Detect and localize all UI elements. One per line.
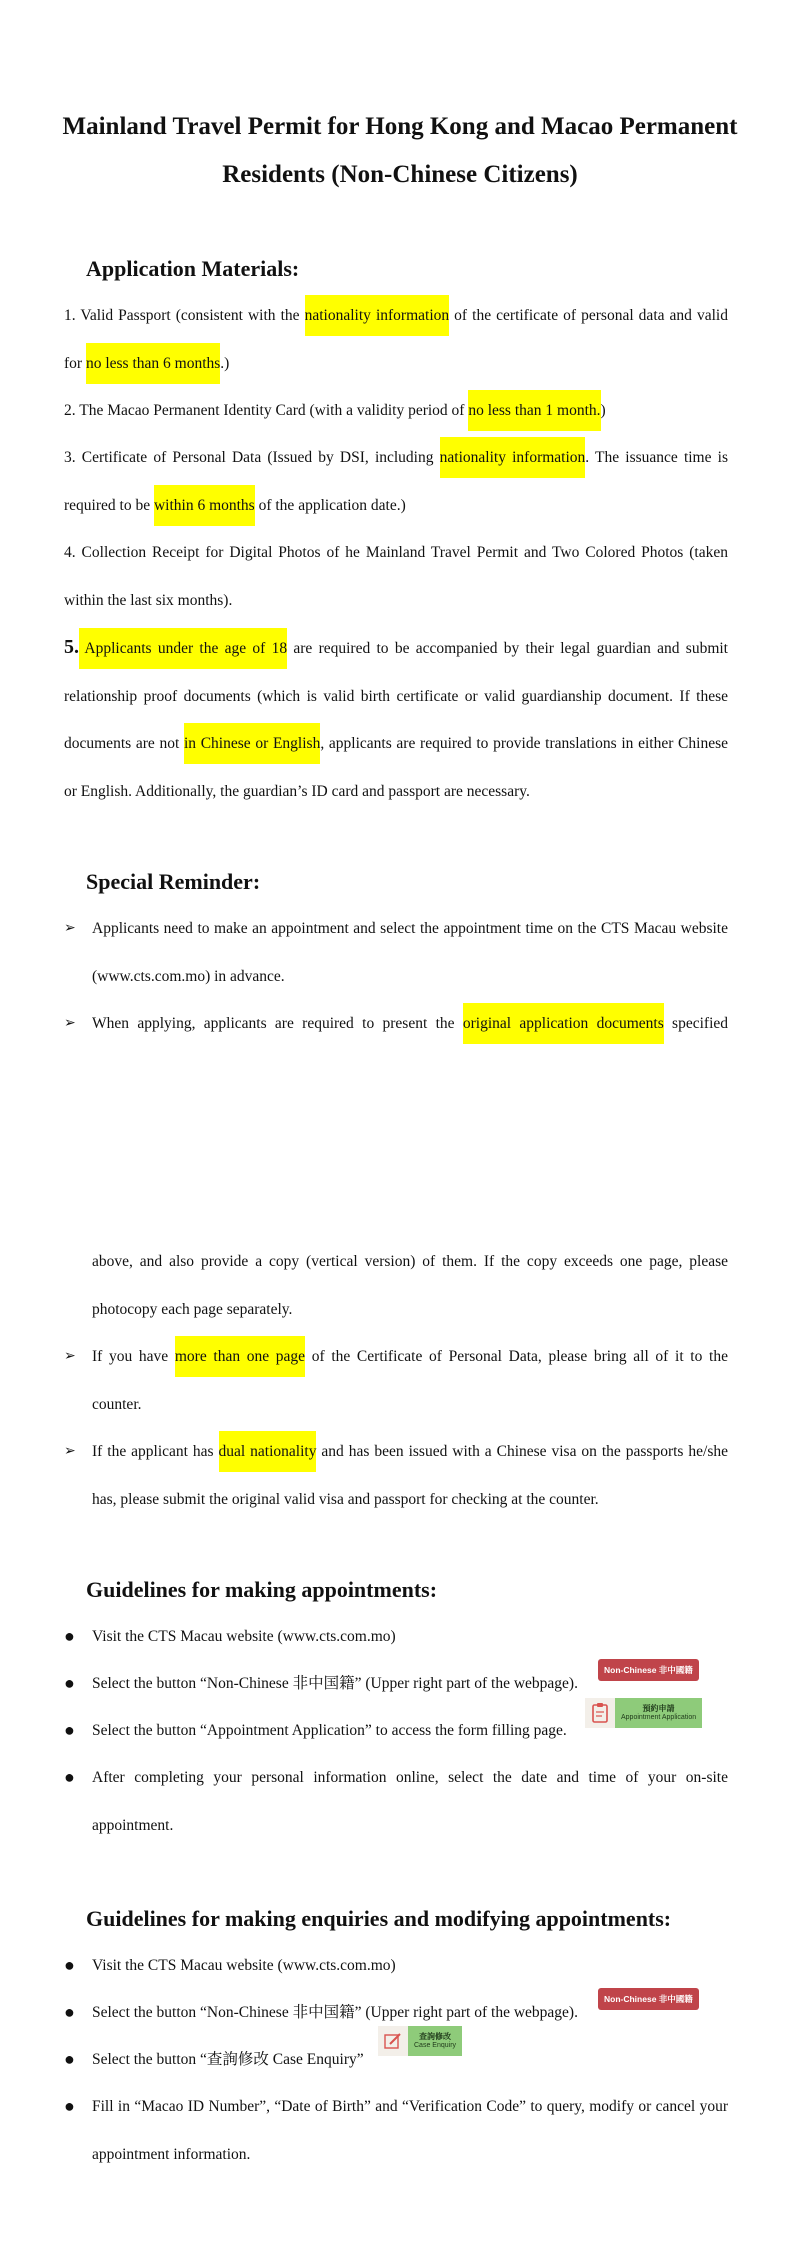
arrow-bullet-icon: ➢ xyxy=(64,1443,76,1459)
edit-pencil-icon xyxy=(378,2026,408,2056)
arrow-bullet-icon: ➢ xyxy=(64,1015,76,1031)
highlight: nationality information xyxy=(440,437,586,478)
highlight: more than one page xyxy=(175,1336,305,1377)
bullet-icon: ● xyxy=(64,2096,75,2116)
non-chinese-button-image: Non-Chinese 非中國籍 xyxy=(598,1659,699,1681)
reminder-item-2: ➢ When applying, applicants are required to present the original application documents specified xyxy=(64,1000,728,1048)
title-line-1: Mainland Travel Permit for Hong Kong and Macao Permanent xyxy=(62,113,738,140)
title-line-2: Residents (Non-Chinese Citizens) xyxy=(222,161,578,188)
enquiry-step-2: ● Select the button “Non-Chinese 非中国籍” (Upper right part of the webpage). xyxy=(64,1989,728,2037)
bullet-icon: ● xyxy=(64,1955,75,1975)
appointment-step-1: ● Visit the CTS Macau website (www.cts.com.mo) xyxy=(64,1613,728,1661)
case-enquiry-button-image: 查詢修改 Case Enquiry xyxy=(378,2026,462,2056)
highlight: no less than 1 month. xyxy=(468,390,600,431)
highlight: nationality information xyxy=(305,295,450,336)
highlight: original application documents xyxy=(463,1003,664,1044)
document-title xyxy=(40,103,760,199)
bullet-icon: ● xyxy=(64,1767,75,1787)
non-chinese-button-image: Non-Chinese 非中國籍 xyxy=(598,1988,699,2010)
bullet-icon: ● xyxy=(64,2002,75,2022)
bullet-icon: ● xyxy=(64,2049,75,2069)
bullet-icon: ● xyxy=(64,1626,75,1646)
appointment-step-4: ● After completing your personal information online, select the date and time of your on-site appointment. xyxy=(64,1754,728,1849)
highlight: in Chinese or English xyxy=(184,723,320,764)
appointment-step-3: ● Select the button “Appointment Application” to access the form filling page. xyxy=(64,1707,728,1755)
material-item-1: 1. Valid Passport (consistent with the nationality information of the certificate of personal data and valid for no less than 6 months.) xyxy=(64,292,728,387)
reminder-item-3: ➢ If you have more than one page of the Certificate of Personal Data, please bring all of it to the counter. xyxy=(64,1333,728,1428)
material-item-2: 2. The Macao Permanent Identity Card (with a validity period of no less than 1 month.) xyxy=(64,387,728,435)
highlight: within 6 months xyxy=(154,485,255,526)
arrow-bullet-icon: ➢ xyxy=(64,920,76,936)
highlight: Applicants under the age of 18 xyxy=(79,628,287,669)
enquiry-step-3: ● Select the button “查詢修改 Case Enquiry” xyxy=(64,2036,728,2084)
appointments-heading: Guidelines for making appointments: xyxy=(86,1577,438,1602)
reminder-item-4: ➢ If the applicant has dual nationality and has been issued with a Chinese visa on the passports he/she has, please submit the original valid visa and passport for checking at the counter. xyxy=(64,1428,728,1523)
enquiries-heading: Guidelines for making enquiries and modifying appointments: xyxy=(86,1906,672,1931)
bullet-icon: ● xyxy=(64,1720,75,1740)
reminder-heading: Special Reminder: xyxy=(86,869,261,894)
material-item-3: 3. Certificate of Personal Data (Issued by DSI, including nationality information. The issuance time is required to be within 6 months of the application date.) xyxy=(64,434,728,529)
appointment-application-button-image: 預約申請 Appointment Application xyxy=(585,1698,702,1728)
material-item-4: 4. Collection Receipt for Digital Photos of he Mainland Travel Permit and Two Colored Photos (taken within the last six months). xyxy=(64,544,728,609)
arrow-bullet-icon: ➢ xyxy=(64,1348,76,1364)
material-item-5: 5. Applicants under the age of 18 are required to be accompanied by their legal guardian and submit relationship proof documents (which is valid birth certificate or valid guardianship document. If these documents are not in Chinese or English, applicants are required to provide translations in either Chinese or English. Additionally, the guardian’s ID card and passport are necessary. xyxy=(64,624,728,815)
clipboard-icon xyxy=(585,1698,615,1728)
reminder-item-1: ➢ Applicants need to make an appointment and select the appointment time on the CTS Macau website (www.cts.com.mo) in advance. xyxy=(64,905,728,1000)
reminder-item-2-continued: above, and also provide a copy (vertical version) of them. If the copy exceeds one page, please photocopy each page separately. xyxy=(92,1253,728,1318)
appointment-step-2: ● Select the button “Non-Chinese 非中国籍” (Upper right part of the webpage). xyxy=(64,1660,728,1708)
highlight: no less than 6 months xyxy=(86,343,220,384)
bullet-icon: ● xyxy=(64,1673,75,1693)
enquiry-step-1: ● Visit the CTS Macau website (www.cts.com.mo) xyxy=(64,1942,728,1990)
enquiry-step-4: ● Fill in “Macao ID Number”, “Date of Birth” and “Verification Code” to query, modify or cancel your appointment information. xyxy=(64,2083,728,2178)
materials-heading: Application Materials: xyxy=(86,256,300,281)
highlight: dual nationality xyxy=(219,1431,317,1472)
